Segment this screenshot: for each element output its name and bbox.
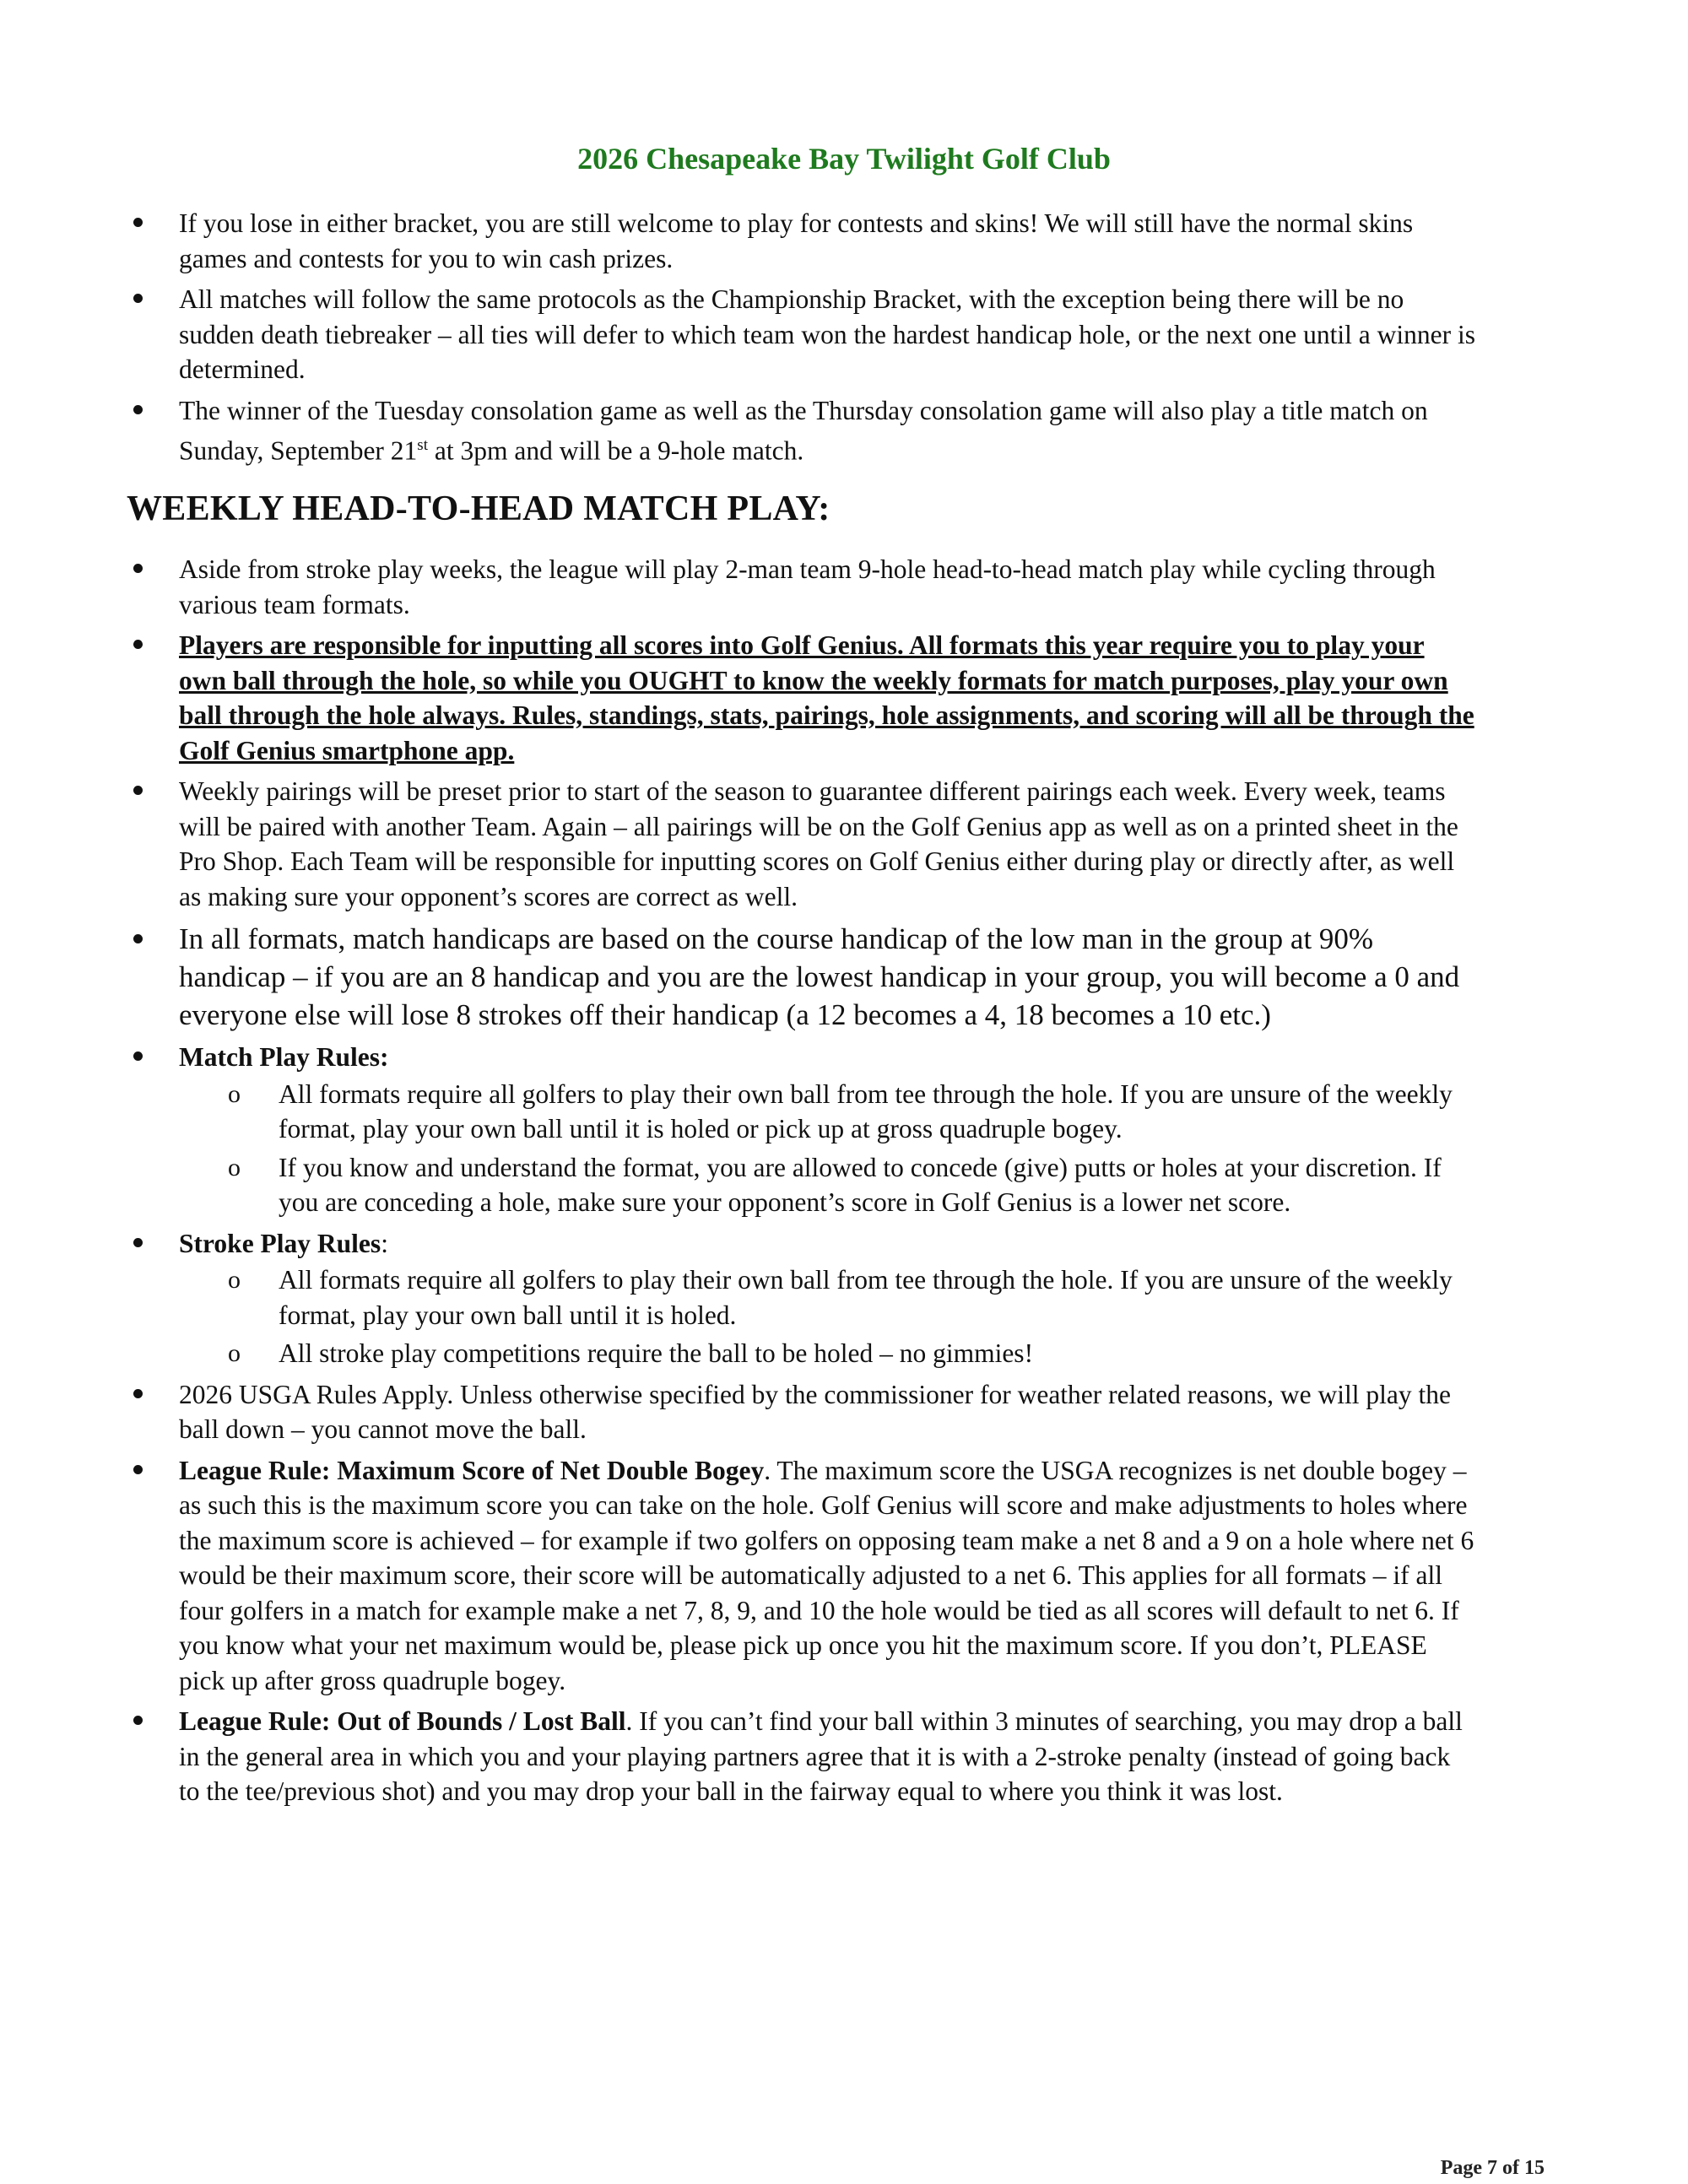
sub-list-item: [179, 1150, 1477, 1220]
match-play-bullet-list: [127, 552, 1477, 1815]
match-rules-sublist: [179, 1077, 1477, 1220]
page-title: 2026 Chesapeake Bay Twilight Golf Club: [577, 142, 1111, 176]
stroke-rules-colon: :: [381, 1228, 388, 1258]
stroke-rules-label: Stroke Play Rules: [179, 1228, 381, 1258]
list-item-match-play-rules: [127, 1040, 1477, 1220]
sub-item-text: All stroke play competitions require the ball to be holed – no gimmies!: [279, 1338, 1034, 1368]
ndb-text: . The maximum score the USGA recognizes is net double bogey – as such this is the maximum score you can take on the hole. Golf Genius will score and make adjustments to holes where the maximum score is achieved – for example if two golfers on opposing team make a net 8 and a 9 on a hole where net 6 would be their maximum score, their score will be automatically adjusted to a net 6. This applies for all formats – if all four golfers in a match for example make a net 7, 8, 9, and 10 the hole would be tied as all scores will default to net 6. If you know what your net maximum would be, please pick up once you hit the maximum score. If you don’t, PLEASE pick up after gross quadruple bogey.: [179, 1455, 1474, 1695]
list-item-out-of-bounds: [127, 1704, 1477, 1809]
section-heading: WEEKLY HEAD-TO-HEAD MATCH PLAY:: [127, 489, 830, 528]
page-label: Page: [1440, 2157, 1482, 2179]
list-item: [127, 393, 1477, 469]
oob-text: . If you can’t find your ball within 3 minutes of searching, you may drop a ball in the general area in which you and your playing partners agree that it is with a 2-stroke penalty (instead of going back to the tee/previous shot) and you may drop your ball in the fairway equal to where you think it was lost.: [179, 1706, 1463, 1806]
list-item-handicap: In all formats, match handicaps are based on the course handicap of the low man in the group at 90% handicap – if you are an 8 handicap and you are the lowest handicap in your group, you will become a 0 and everyone else will lose 8 strokes off their handicap (a 12 becomes a 4, 18 becomes a 10 etc.): [127, 920, 1477, 1034]
list-item: All matches will follow the same protocols as the Championship Bracket, with the exception being there will be no sudden death tiebreaker – all ties will defer to which team won the hardest handicap hole, or the next one until a winner is determined.: [127, 282, 1477, 387]
sub-list-item: [179, 1336, 1477, 1371]
sub-item-text: If you know and understand the format, you are allowed to concede (give) putts or holes at your discretion. If you are conceding a hole, make sure your opponent’s score in Golf Genius is a lower net score.: [279, 1152, 1442, 1217]
sub-list-item: [179, 1262, 1477, 1333]
list-item-important-notice: Players are responsible for inputting all scores into Golf Genius. All formats this year require you to play your own ball through the hole, so while you OUGHT to know the weekly formats for match purposes, play your own ball through the hole always. Rules, standings, stats, pairings, hole assignments, and scoring will all be through the Golf Genius smartphone app.: [127, 628, 1477, 768]
ndb-label: League Rule: Maximum Score of Net Double Bogey: [179, 1455, 765, 1485]
list-item-stroke-play-rules: [127, 1226, 1477, 1371]
of-label: of: [1502, 2157, 1519, 2179]
list-item: If you lose in either bracket, you are still welcome to play for contests and skins! We will still have the normal skins games and contests for you to win cash prizes.: [127, 206, 1477, 276]
page-num: 7: [1487, 2157, 1497, 2179]
stroke-rules-sublist: [179, 1262, 1477, 1371]
sub-bullet-glyph: o: [228, 1339, 241, 1367]
ordinal-suffix: st: [417, 436, 428, 454]
intro-bullet-list: [127, 206, 1477, 474]
list-item: Aside from stroke play weeks, the league will play 2-man team 9-hole head-to-head match play while cycling through various team formats.: [127, 552, 1477, 622]
consolation-text: The winner of the Tuesday consolation game as well as the Thursday consolation game will also play a title match on Sunday, September 21: [179, 395, 1428, 466]
sub-bullet-glyph: o: [228, 1153, 241, 1181]
list-item-usga: 2026 USGA Rules Apply. Unless otherwise specified by the commissioner for weather related reasons, we will play the ball down – you cannot move the ball.: [127, 1377, 1477, 1447]
list-item: Weekly pairings will be preset prior to start of the season to guarantee different pairings each week. Every week, teams will be paired with another Team. Again – all pairings will be on the Golf Genius app as well as on a printed sheet in the Pro Shop. Each Team will be responsible for inputting scores on Golf Genius either during play or directly after, as well as making sure your opponent’s scores are correct as well.: [127, 774, 1477, 914]
page-number: [1441, 2157, 1545, 2180]
page-total: 15: [1524, 2157, 1545, 2179]
sub-bullet-glyph: o: [228, 1266, 241, 1294]
sub-item-text: All formats require all golfers to play their own ball from tee through the hole. If you are unsure of the weekly format, play your own ball until it is holed or pick up at gross quadruple bogey.: [279, 1078, 1453, 1143]
sub-bullet-glyph: o: [228, 1079, 241, 1108]
list-item-net-double-bogey: [127, 1453, 1477, 1699]
consolation-text-end: at 3pm and will be a 9-hole match.: [427, 435, 804, 466]
sub-item-text: All formats require all golfers to play their own ball from tee through the hole. If you are unsure of the weekly format, play your own ball until it is holed.: [279, 1265, 1453, 1330]
match-rules-label: Match Play Rules:: [179, 1042, 389, 1072]
oob-label: League Rule: Out of Bounds / Lost Ball: [179, 1706, 626, 1736]
sub-list-item: [179, 1077, 1477, 1147]
